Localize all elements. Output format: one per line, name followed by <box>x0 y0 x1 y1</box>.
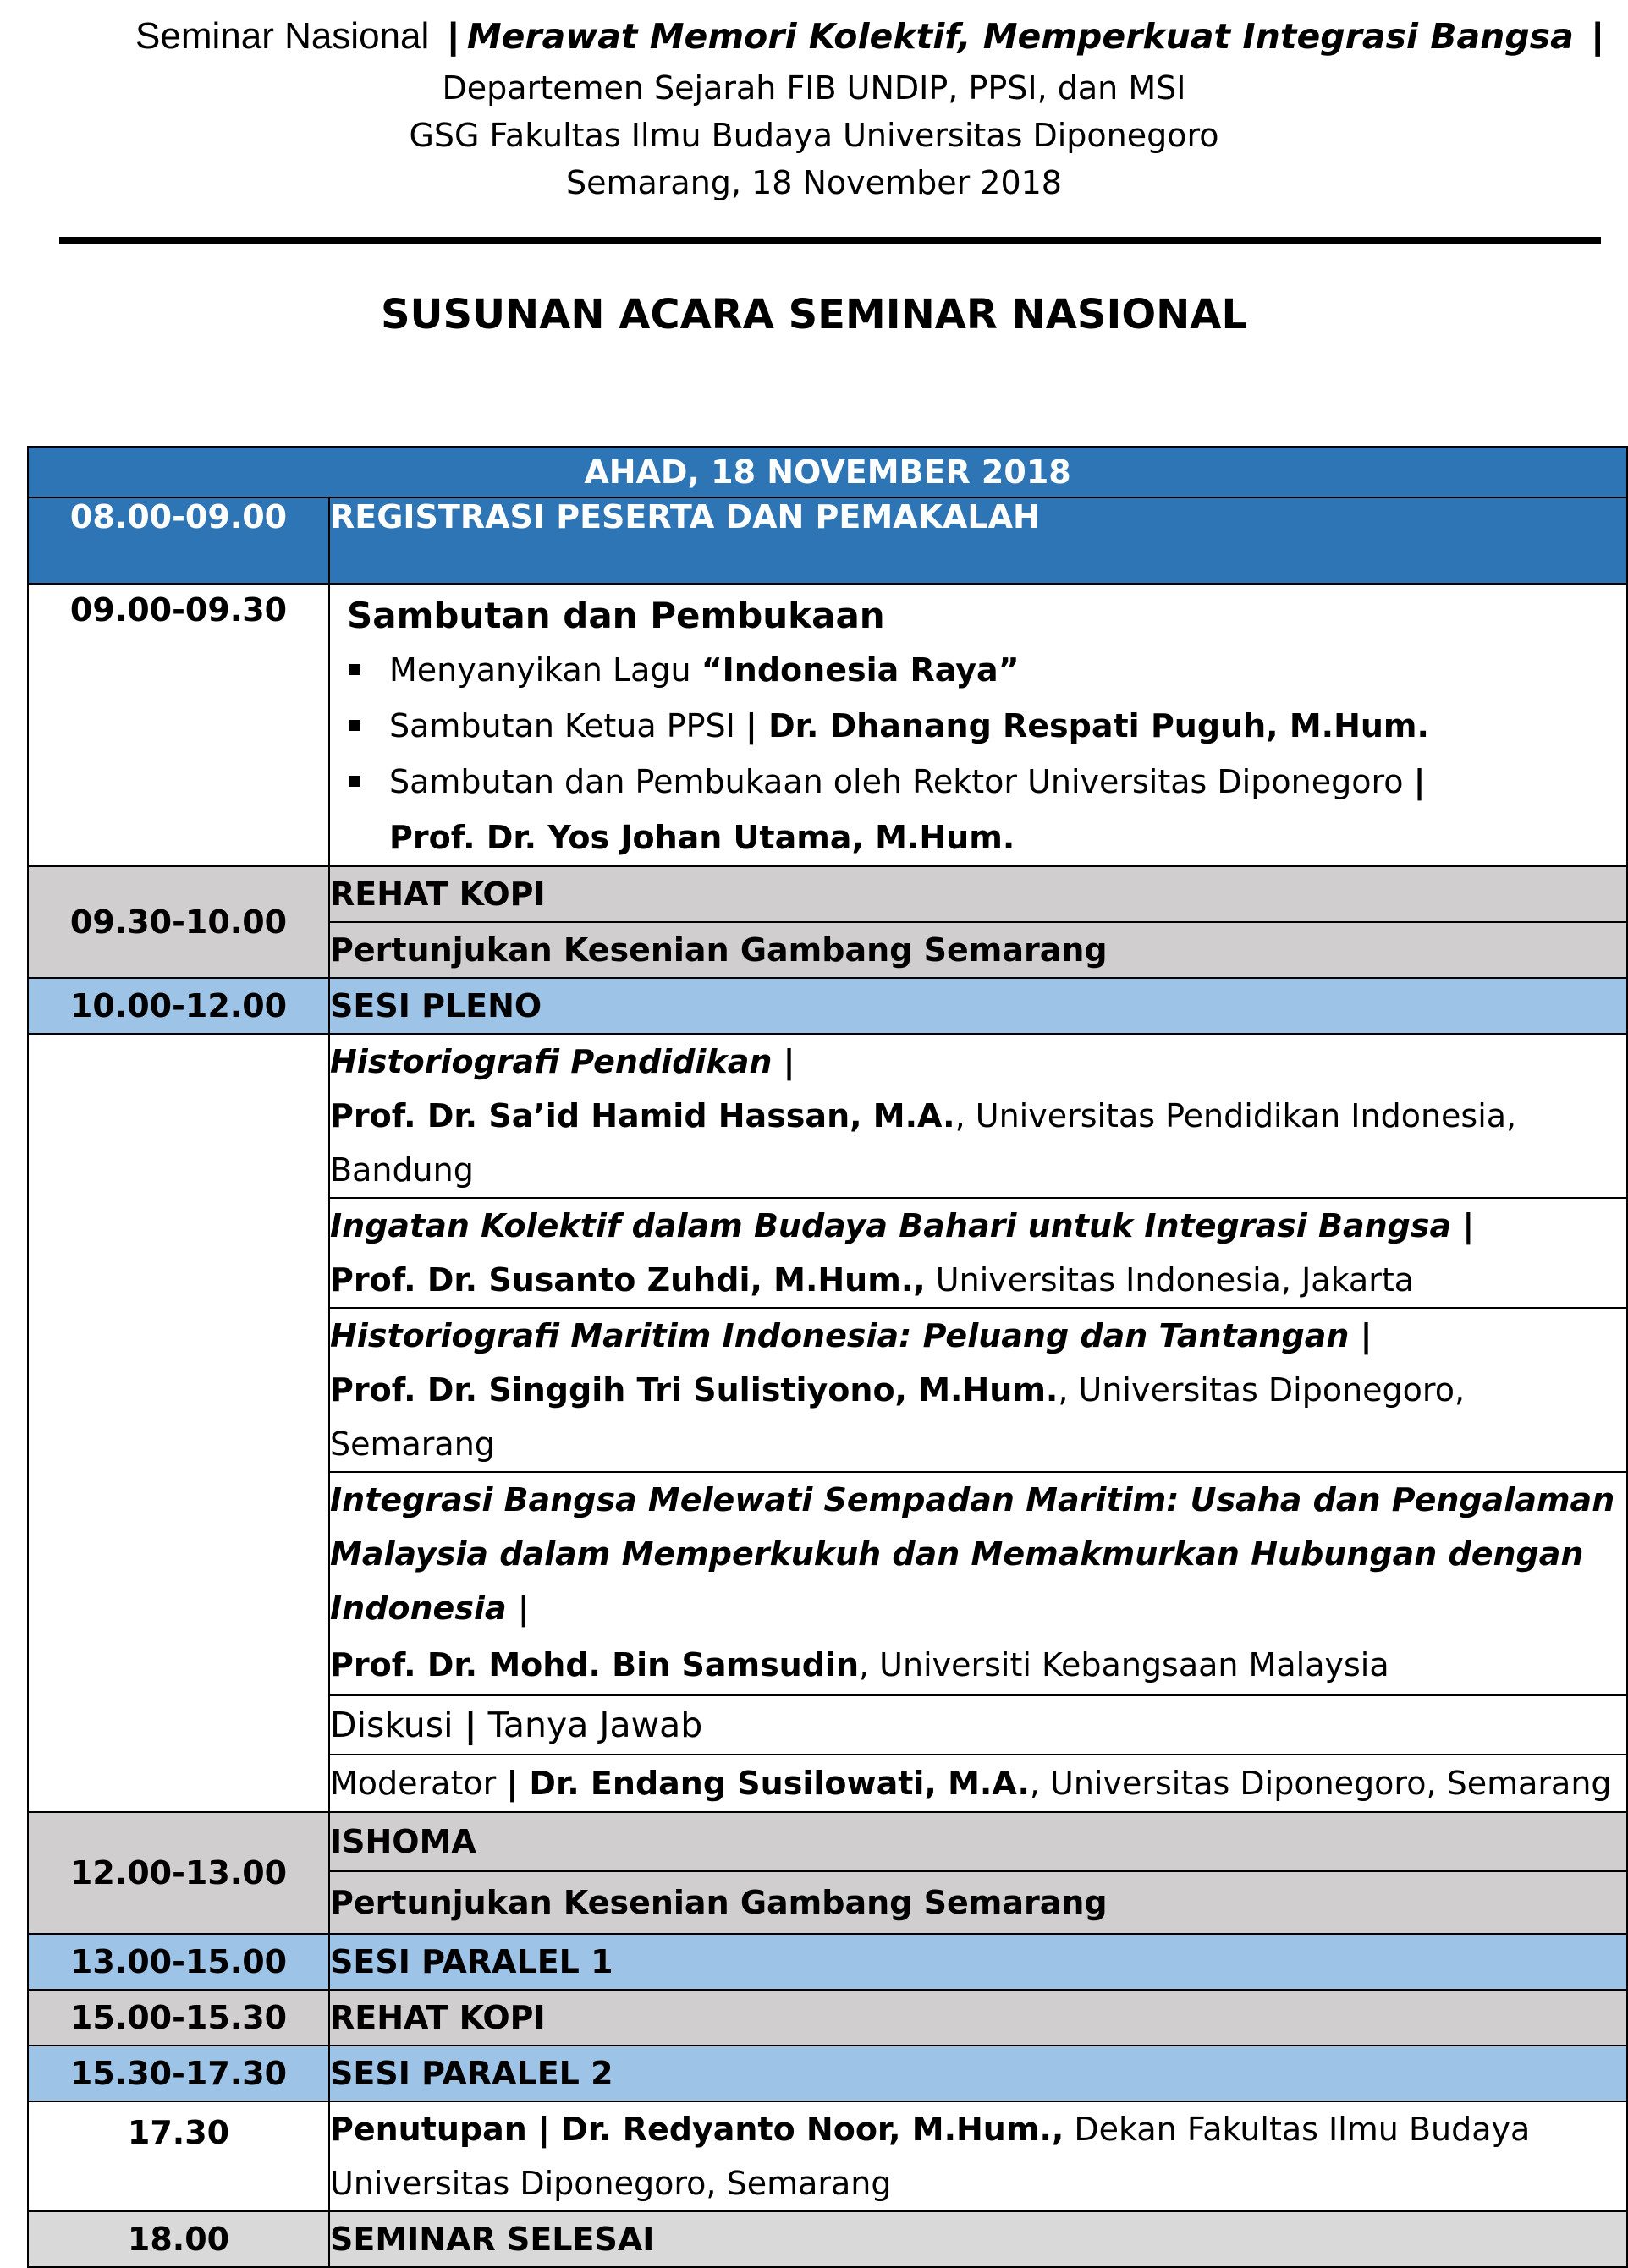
plenary-row <box>28 978 1627 1034</box>
speaker: Prof. Dr. Mohd. Bin Samsudin <box>330 1646 860 1683</box>
talk-cell <box>329 1034 1627 1198</box>
list-item: Sambutan Ketua PPSI | Dr. Dhanang Respati Puguh, M.Hum. <box>330 698 1626 754</box>
performance-label: Pertunjukan Kesenian Gambang Semarang <box>329 1871 1627 1934</box>
event-type: Seminar Nasional <box>135 15 430 57</box>
time-cell: 18.00 <box>28 2211 329 2267</box>
affiliation: , Universitas Diponegoro, Semarang <box>330 1371 1466 1463</box>
time-cell: 10.00-12.00 <box>28 978 329 1034</box>
schedule-table <box>27 446 1628 2268</box>
closing-cell: Penutupan | Dr. Redyanto Noor, M.Hum., Dekan Fakultas Ilmu Budaya Universitas Diponegoro, Semarang <box>329 2101 1627 2211</box>
talk-title: Integrasi Bangsa Melewati Sempadan Maritim: Usaha dan Pengalaman <box>330 1481 1615 1518</box>
talk-title: Ingatan Kolektif dalam Budaya Bahari untuk Integrasi Bangsa | <box>330 1207 1475 1244</box>
event-theme: Merawat Memori Kolektif, Memperkuat Integrasi Bangsa <box>466 16 1574 57</box>
end-label: SEMINAR SELESAI <box>329 2211 1627 2267</box>
closing-row <box>28 2101 1627 2211</box>
venue: GSG Fakultas Ilmu Budaya Universitas Diponegoro <box>409 117 1219 154</box>
parallel1-row <box>28 1934 1627 1990</box>
moderator-cell: Moderator | Dr. Endang Susilowati, M.A., Universitas Diponegoro, Semarang <box>329 1755 1627 1812</box>
speaker: Prof. Dr. Sa’id Hamid Hassan, M.A. <box>330 1097 955 1134</box>
day-header-row <box>28 447 1627 497</box>
session-label: SESI PLENO <box>329 978 1627 1034</box>
talk-title: Historiografi Pendidikan | <box>330 1043 795 1080</box>
time-cell: 13.00-15.00 <box>28 1934 329 1990</box>
discussion-cell: Diskusi | Tanya Jawab <box>329 1695 1627 1755</box>
affiliation: Universitas Indonesia, Jakarta <box>925 1261 1415 1299</box>
header-separator: | <box>448 15 459 57</box>
talk-title: Historiografi Maritim Indonesia: Peluang dan Tantangan | <box>330 1317 1372 1354</box>
talk-title: Indonesia | <box>330 1590 530 1627</box>
opening-row <box>28 584 1627 866</box>
speaker: Prof. Dr. Susanto Zuhdi <box>330 1261 751 1299</box>
talk-title: Malaysia dalam Memperkukuh dan Memakmurkan Hubungan dengan <box>330 1535 1584 1573</box>
registration-row <box>28 497 1627 584</box>
header-divider <box>59 237 1601 244</box>
session-label: SESI PARALEL 1 <box>329 1934 1627 1990</box>
opening-list <box>330 642 1626 865</box>
list-item: Menyanyikan Lagu “Indonesia Raya” <box>330 642 1626 698</box>
break-label: REHAT KOPI <box>329 866 1627 922</box>
page-title: SUSUNAN ACARA SEMINAR NASIONAL <box>380 291 1248 338</box>
time-cell: 12.00-13.00 <box>28 1812 329 1934</box>
performance-label: Pertunjukan Kesenian Gambang Semarang <box>329 922 1627 978</box>
moderator-name: | Dr. Endang Susilowati, M.A. <box>506 1765 1030 1802</box>
talk-cell <box>329 1472 1627 1695</box>
lunch-row <box>28 1812 1627 1871</box>
list-item: Sambutan dan Pembukaan oleh Rektor Universitas Diponegoro | Prof. Dr. Yos Johan Utama, M.Hum. <box>330 754 1626 865</box>
talk-cell: Ingatan Kolektif dalam Budaya Bahari untuk Integrasi Bangsa | Prof. Dr. Susanto Zuhdi, M.Hum., Universitas Indonesia, Jakarta <box>329 1198 1627 1308</box>
day-label: AHAD, 18 NOVEMBER 2018 <box>28 447 1627 497</box>
activity-cell: REGISTRASI PESERTA DAN PEMAKALAH <box>329 497 1627 584</box>
parallel2-row <box>28 2046 1627 2101</box>
time-cell: 09.30-10.00 <box>28 866 329 978</box>
time-cell: 17.30 <box>28 2101 329 2211</box>
session-label: SESI PARALEL 2 <box>329 2046 1627 2101</box>
break2-row <box>28 1990 1627 2046</box>
affiliation: , Universiti Kebangsaan Malaysia <box>859 1646 1389 1683</box>
time-cell: 15.30-17.30 <box>28 2046 329 2101</box>
closing-label: Penutupan | Dr. Redyanto Noor, M.Hum., <box>330 2111 1064 2148</box>
opening-title: Sambutan dan Pembukaan <box>347 595 885 636</box>
activity-cell <box>329 584 1627 866</box>
speaker: Prof. Dr. Singgih Tri Sulistiyono, M.Hum. <box>330 1371 1059 1409</box>
break-label: ISHOMA <box>329 1812 1627 1871</box>
end-row <box>28 2211 1627 2267</box>
talk-row <box>28 1034 1627 1198</box>
talk-cell <box>329 1308 1627 1472</box>
time-cell: 15.00-15.30 <box>28 1990 329 2046</box>
time-cell: 09.00-09.30 <box>28 584 329 866</box>
affiliation: , Universitas Pendidikan Indonesia, Bandung <box>330 1097 1517 1189</box>
break-label: REHAT KOPI <box>329 1990 1627 2046</box>
header-separator-end: | <box>1592 15 1603 57</box>
city-date: Semarang, 18 November 2018 <box>566 164 1062 201</box>
time-cell: 08.00-09.00 <box>28 497 329 584</box>
break1-row <box>28 866 1627 922</box>
organizers: Departemen Sejarah FIB UNDIP, PPSI, dan MSI <box>442 69 1186 107</box>
header-event-line <box>135 15 1611 58</box>
empty-time-cell <box>28 1034 329 1812</box>
